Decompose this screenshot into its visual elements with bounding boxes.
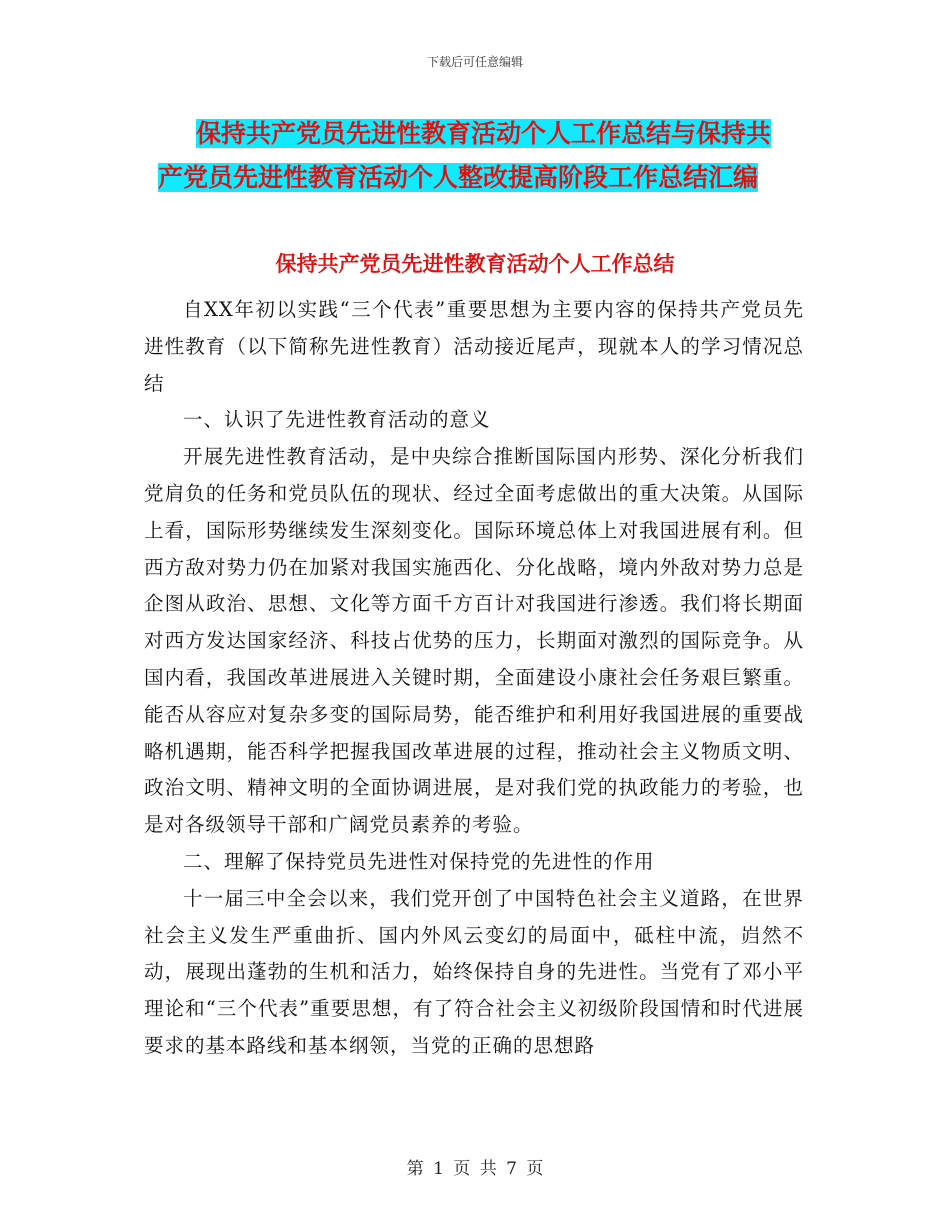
header-note: 下载后可任意编辑 <box>426 55 523 69</box>
main-title-line-1: 保持共产党员先进性教育活动个人工作总结与保持共 <box>196 119 772 148</box>
body-paragraph: 十一届三中全会以来，我们党开创了中国特色社会主义道路，在世界社会主义发生严重曲折、国内外风云变幻的局面中，砥柱中流，岿然不动，展现出蓬勃的生机和活力，始终保持自身的先进性。当党有了邓小平理论和“三个代表”重要思想，有了符合社会主义初级阶段国情和时代进展要求的基本路线和基本纲领，当党的正确的思想路 <box>144 886 804 1057</box>
page-number-footer: 第 1 页 共 7 页 <box>406 1159 544 1179</box>
document-main-title <box>140 112 820 200</box>
document-body <box>144 292 804 1065</box>
section-heading: 二、理解了保持党员先进性对保持党的先进性的作用 <box>183 849 655 873</box>
body-paragraph: 自XX年初以实践“三个代表”重要思想为主要内容的保持共产党员先进性教育（以下简称先进性教育）活动接近尾声，现就本人的学习情况总结 <box>144 298 804 395</box>
body-paragraph: 开展先进性教育活动，是中央综合推断国际国内形势、深化分析我们党肩负的任务和党员队伍的现状、经过全面考虑做出的重大决策。从国际上看，国际形势继续发生深刻变化。国际环境总体上对我国进展有利。但西方敌对势力仍在加紧对我国实施西化、分化战略，境内外敌对势力总是企图从政治、思想、文化等方面千方百计对我国进行渗透。我们将长期面对西方发达国家经济、科技占优势的压力，长期面对激烈的国际竞争。从国内看，我国改革进展进入关键时期，全面建设小康社会任务艰巨繁重。能否从容应对复杂多变的国际局势，能否维护和利用好我国进展的重要战略机遇期，能否科学把握我国改革进展的过程，推动社会主义物质文明、政治文明、精神文明的全面协调进展，是对我们党的执政能力的考验，也是对各级领导干部和广阔党员素养的考验。 <box>144 445 804 837</box>
section-title: 保持共产党员先进性教育活动个人工作总结 <box>275 252 675 276</box>
main-title-line-2: 产党员先进性教育活动个人整改提高阶段工作总结汇编 <box>158 163 759 192</box>
section-heading: 一、认识了先进性教育活动的意义 <box>183 408 491 432</box>
